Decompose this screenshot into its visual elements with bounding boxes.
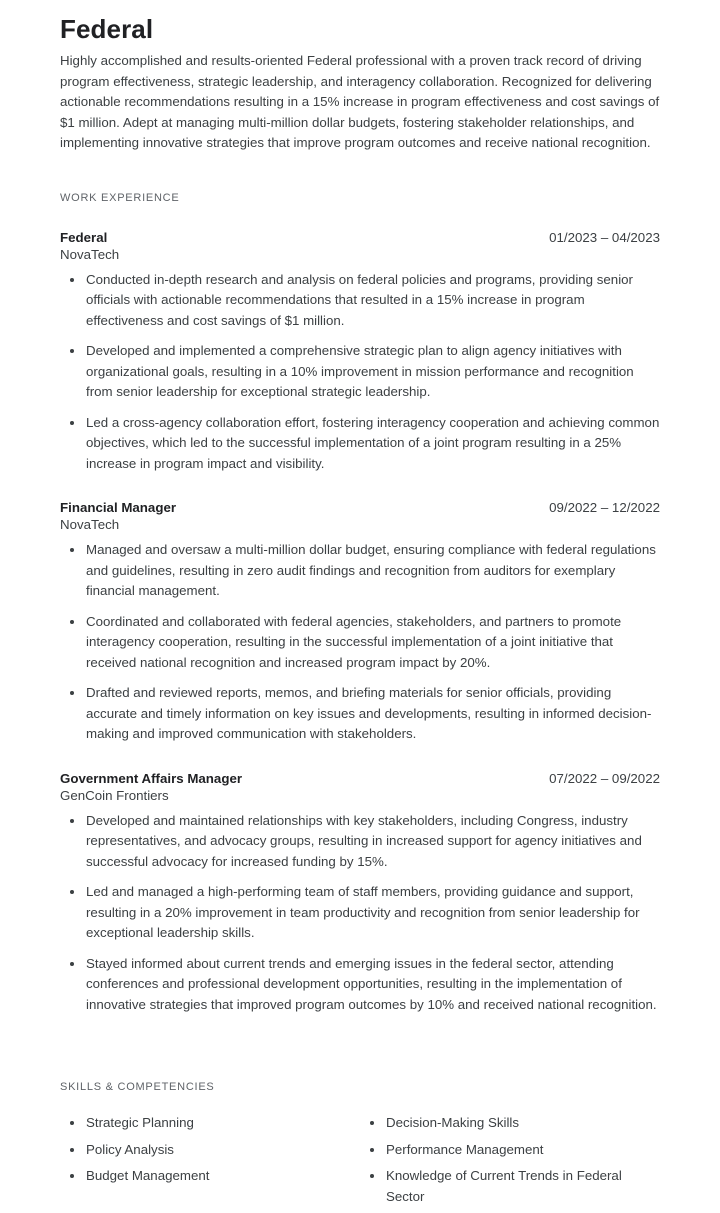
work-experience-entry	[60, 771, 660, 1016]
job-company: GenCoin Frontiers	[60, 787, 169, 803]
job-company: NovaTech	[60, 517, 120, 533]
job-bullet-list	[60, 270, 660, 475]
list-item: Decision-Making Skills	[360, 1113, 660, 1134]
list-item: Developed and maintained relationships with key stakeholders, including Congress, industry representatives, and advocacy groups, resulting in increased support for agency initiatives and successful advocacy for increased funding by 15%.	[60, 811, 660, 873]
job-dates: 01/2023 – 04/2023	[549, 229, 660, 245]
job-header	[60, 771, 660, 786]
skills-column-left	[60, 1113, 360, 1213]
job-company: NovaTech	[60, 246, 120, 262]
skills-column-right	[360, 1113, 660, 1213]
list-item: Strategic Planning	[60, 1113, 360, 1134]
job-dates: 09/2022 – 12/2022	[549, 500, 660, 516]
job-header	[60, 500, 660, 515]
work-experience-entry	[60, 230, 660, 475]
list-item: Conducted in-depth research and analysis on federal policies and programs, providing senior officials with actionable recommendations that resulted in a 15% increase in program effectiveness and cost savings of $1 million.	[60, 270, 660, 332]
work-experience-entry	[60, 500, 660, 745]
section-heading-skills: SKILLS & COMPETENCIES	[60, 1081, 215, 1094]
job-title: Federal	[60, 229, 108, 245]
job-bullet-list	[60, 540, 660, 745]
list-item: Policy Analysis	[60, 1140, 360, 1161]
list-item: Developed and implemented a comprehensive strategic plan to align agency initiatives with organizational goals, resulting in a 10% improvement in mission performance and recognition from senior leadership for exceptional strategic leadership.	[60, 341, 660, 403]
list-item: Performance Management	[360, 1140, 660, 1161]
list-item: Budget Management	[60, 1166, 360, 1187]
job-title: Government Affairs Manager	[60, 770, 243, 786]
job-dates: 07/2022 – 09/2022	[549, 770, 660, 786]
job-title: Financial Manager	[60, 500, 177, 516]
list-item: Knowledge of Current Trends in Federal Sector	[360, 1166, 660, 1207]
section-heading-work-experience: WORK EXPERIENCE	[60, 191, 180, 204]
professional-summary: Highly accomplished and results-oriented Federal professional with a proven track record of driving program effectiveness, strategic leadership, and interagency collaboration. Recognized for delivering actionable recommendations resulting in a 15% increase in program effectiveness and cost savings of $1 million. Adept at managing multi-million dollar budgets, fostering stakeholder relationships, and implementing innovative strategies that improve program outcomes and receive national recognition.	[60, 53, 660, 151]
page-title: Federal	[60, 14, 154, 44]
skills-grid	[60, 1113, 660, 1213]
list-item: Led and managed a high-performing team of staff members, providing guidance and support, resulting in a 20% improvement in team productivity and recognition from senior leadership for exceptional leadership skills.	[60, 882, 660, 944]
job-bullet-list	[60, 811, 660, 1016]
list-item: Managed and oversaw a multi-million dollar budget, ensuring compliance with federal regulations and guidelines, resulting in zero audit findings and recognition from auditors for exemplary financial management.	[60, 540, 660, 602]
job-header	[60, 230, 660, 245]
list-item: Drafted and reviewed reports, memos, and briefing materials for senior officials, providing accurate and timely information on key issues and developments, resulting in informed decision-making and improved communication with stakeholders.	[60, 683, 660, 745]
list-item: Stayed informed about current trends and emerging issues in the federal sector, attending conferences and professional development opportunities, resulting in the implementation of innovative strategies that improved program outcomes by 10% and received national recognition.	[60, 954, 660, 1016]
list-item: Coordinated and collaborated with federal agencies, stakeholders, and partners to promote interagency cooperation, resulting in the successful implementation of a joint initiative that received national recognition and increased program impact by 20%.	[60, 612, 660, 674]
list-item: Led a cross-agency collaboration effort, fostering interagency cooperation and achieving common objectives, which led to the successful implementation of a joint program resulting in a 25% increase in program impact and visibility.	[60, 413, 660, 475]
